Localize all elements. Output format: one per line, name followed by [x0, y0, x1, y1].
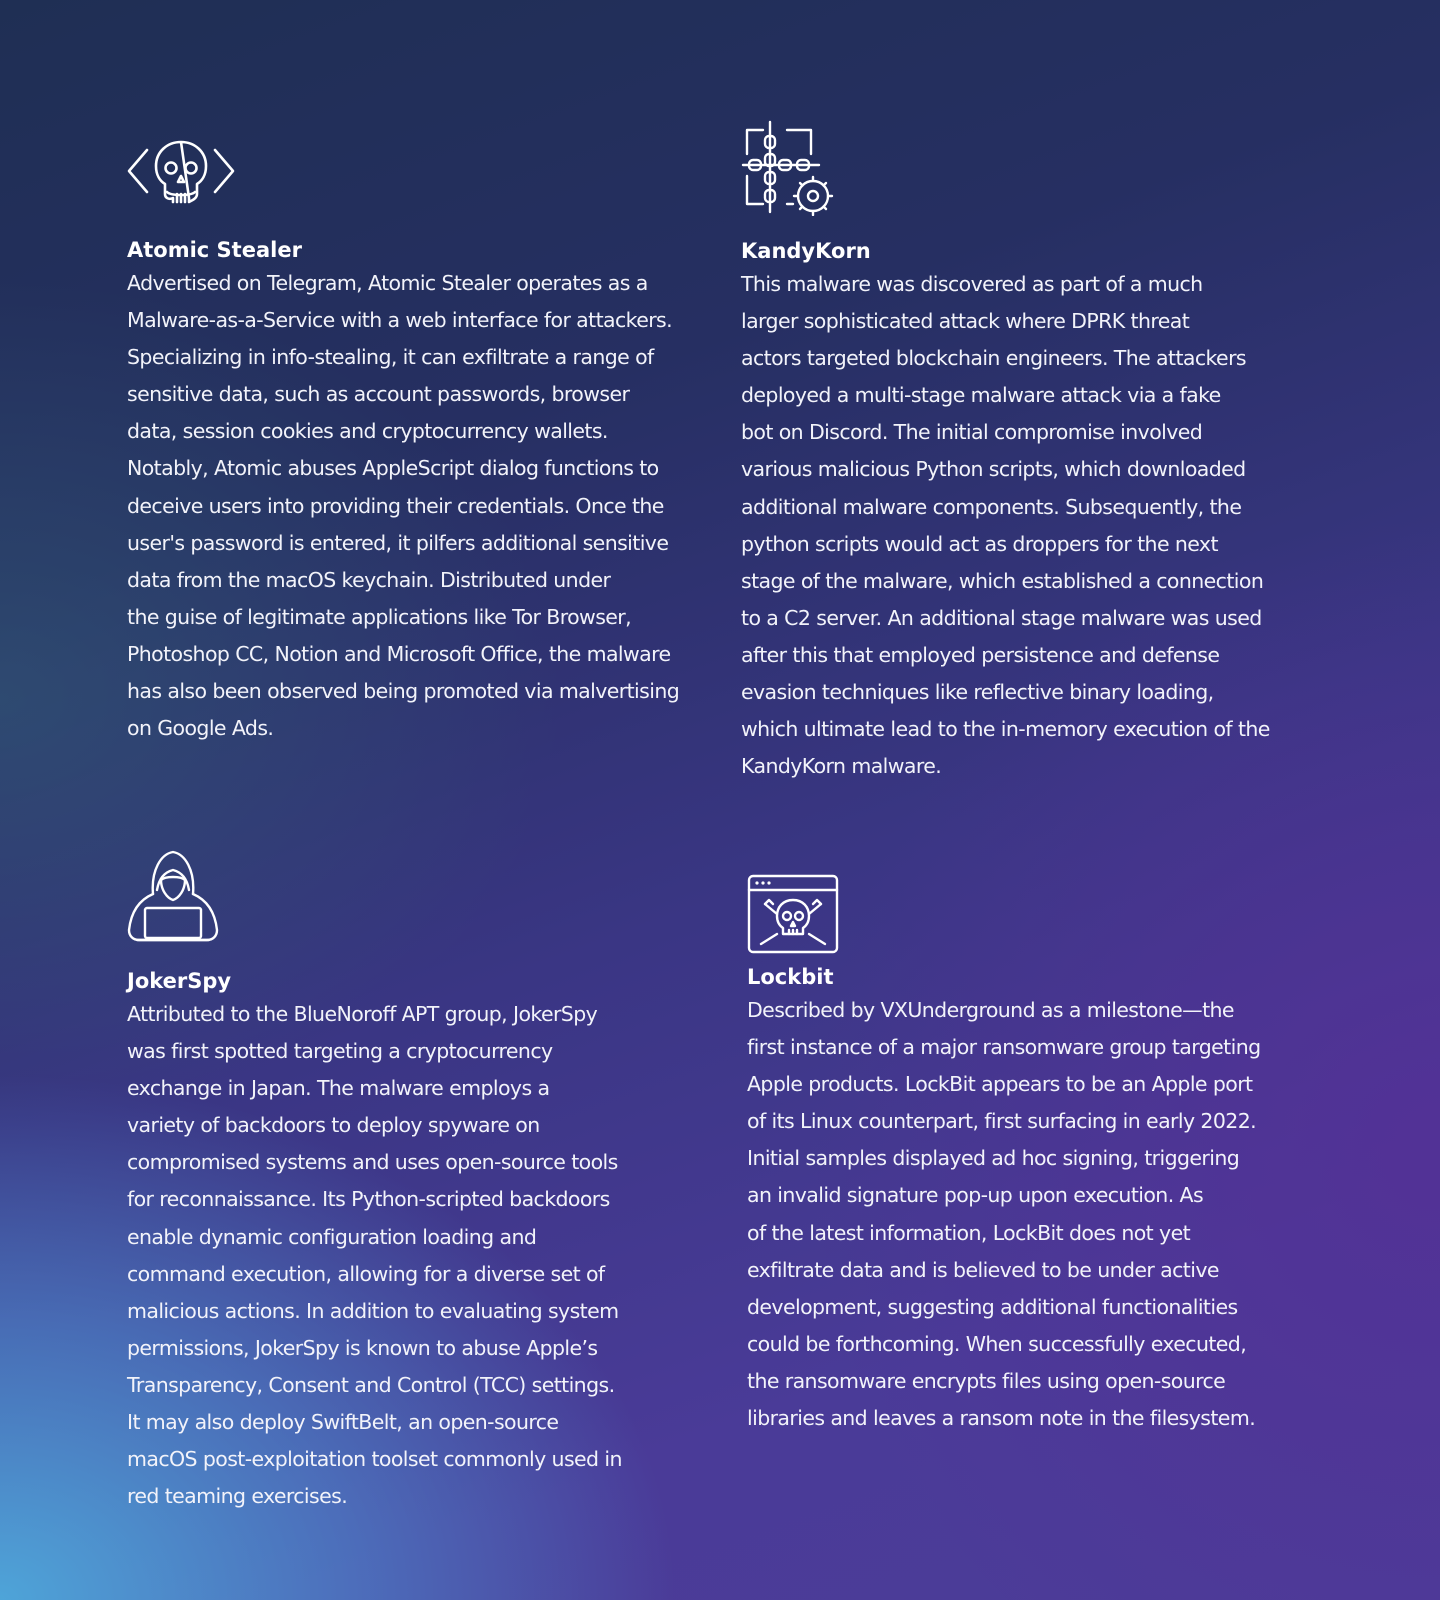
card-body: Advertised on Telegram, Atomic Stealer operates as a Malware-as-a-Service with a web interface for attackers. Specializing in info-stealing, it can exfiltrate a range of sensitive data, such as account passwords, browser data, session cookies and cryptocurrency wallets. Notably, Atomic abuses AppleScript dialog functions to deceive users into providing their credentials. Once the user's password is entered, it pilfers additional sensitive data from the macOS keychain. Distributed under the guise of legitimate applications like Tor Browser, Photoshop CC, Notion and Microsoft Office, the malware has also been observed being promoted via malvertising on Google Ads.: [127, 271, 680, 741]
card-body: Described by VXUnderground as a milestone—the first instance of a major ransomware group targeting Apple products. LockBit appears to be an Apple port of its Linux counterpart, first surfacing in early 2022. Initial samples displayed ad hoc signing, triggering an invalid signature pop-up upon execution. As of the latest information, LockBit does not yet exfiltrate data and is believed to be under active development, suggesting additional functionalities could be forthcoming. When successfully executed, the ransomware encrypts files using open-source libraries and leaves a ransom note in the filesystem.: [747, 998, 1261, 1431]
code-skull-icon: [127, 136, 237, 206]
card-title: KandyKorn: [741, 239, 871, 263]
browser-pirate-skull-icon: [747, 874, 839, 954]
card-jokerspy: [127, 850, 727, 1515]
card-atomic-stealer: [127, 136, 727, 747]
hooded-hacker-laptop-icon: [127, 850, 219, 946]
card-title: Atomic Stealer: [127, 238, 302, 262]
card-title: JokerSpy: [127, 969, 232, 993]
card-body: Attributed to the BlueNoroff APT group, JokerSpy was first spotted targeting a cryptocurrency exchange in Japan. The malware employs a variety of backdoors to deploy spyware on compromised systems and uses open-source tools for reconnaissance. Its Python-scripted backdoors enable dynamic configuration loading and command execution, allowing for a diverse set of malicious actions. In addition to evaluating system permissions, JokerSpy is known to abuse Apple’s Transparency, Consent and Control (TCC) settings. It may also deploy SwiftBelt, an open-source macOS post-exploitation toolset commonly used in red teaming exercises.: [127, 1002, 622, 1509]
card-body: This malware was discovered as part of a much larger sophisticated attack where DPRK threat actors targeted blockchain engineers. The attackers deployed a multi-stage malware attack via a fake bot on Discord. The initial compromise involved various malicious Python scripts, which downloaded additional malware components. Subsequently, the python scripts would act as droppers for the next stage of the malware, which established a connection to a C2 server. An additional stage malware was used after this that employed persistence and defense evasion techniques like reflective binary loading, which ultimate lead to the in-memory execution of the KandyKorn malware.: [741, 272, 1270, 779]
card-title: Lockbit: [747, 965, 834, 989]
chain-blockchain-gear-icon: [741, 120, 837, 216]
card-lockbit: [747, 874, 1367, 1437]
card-kandykorn: [741, 120, 1361, 785]
